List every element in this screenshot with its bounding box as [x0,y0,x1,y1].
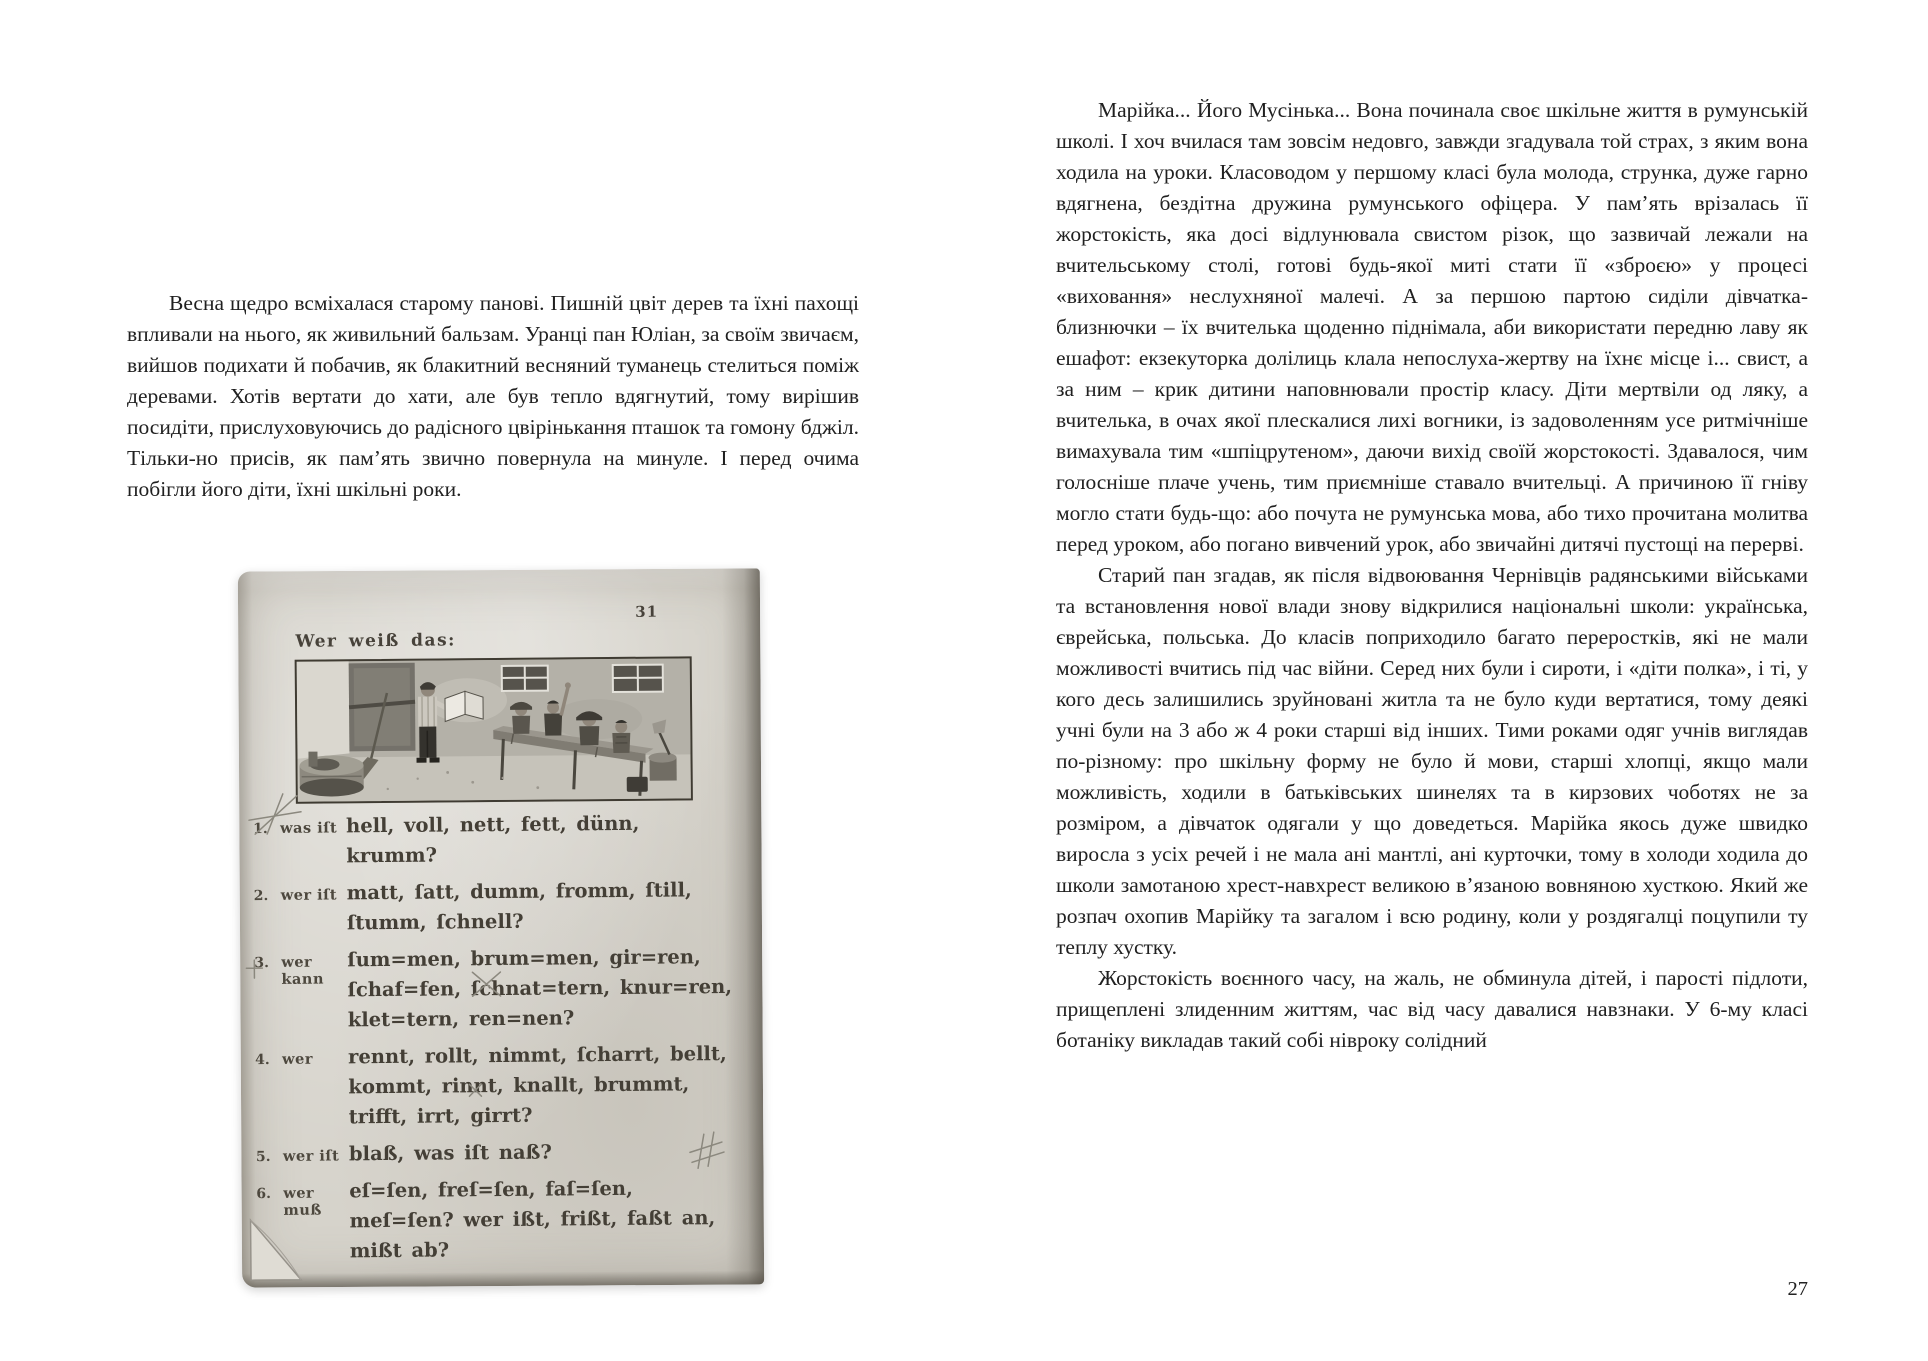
exercise-body: ſum=men, brum=men, gir=ren, ſchaf=fen, ſchnat=tern, knur=ren, klet=tern, ren=nen? [347,945,733,1032]
page-number: 27 [1787,1278,1808,1300]
textbook-scan-photo [238,568,764,1287]
exercise-lead: wer muß [283,1184,322,1219]
satchel [627,777,648,792]
exercise-item [255,1039,738,1133]
exercise-body: eſ=ſen, freſ=ſen, faſ=ſen, meſ=ſen? wer ißt, frißt, faßt an, mißt ab? [349,1176,716,1263]
scan-page [237,568,765,1289]
left-page-paragraph: Весна щедро всміхалася старому панові. Пишній цвіт дерев та їхні пахощі впливали на нього, як живильний бальзам. Уранці пан Юліан, за своїм звичаєм, вийшов подихати й побачив, як блакитний весняний туманець стелиться поміж деревами. Хотів вертати до хати, але був тепло вдягнутий, тому вирішив посидіти, прислуховуючись до радісного цвірінькання пташок та гомону бджіл. Тільки-но присів, як пам’ять звично повернула на минуле. І перед очима побігли його діти, їхні шкільні роки. [127,291,859,501]
exercise-lead: wer kann [281,953,325,988]
exercise-number: 1. [253,821,268,838]
scan-header: Wer weiß das: [295,630,456,652]
exercise-number: 5. [255,1149,271,1166]
exercise-lead: was iſt [280,819,338,837]
exercise-lead: wer [282,1050,314,1068]
exercise-lead: wer iſt [282,1147,340,1165]
scan-exercise-list [253,808,739,1274]
exercise-item [253,808,736,872]
scan-page-number: 31 [635,602,659,621]
exercise-body: hell, voll, nett, fett, dünn, krumm? [346,811,640,868]
right-page-text [1056,95,1808,1056]
exercise-body: rennt, rollt, nimmt, ſcharrt, bellt, kommt, rinnt, knallt, brummt, trifft, irrt, girrt? [348,1042,727,1129]
exercise-number: 2. [253,888,269,905]
exercise-body: blaß, was iſt naß? [348,1140,552,1166]
body-paragraph: Жорстокість воєнного часу, на жаль, не обминула дітей, і парості підлоти, прищеплені злиденним життям, час від часу давалися навзнаки. У 6-му класі ботаніку викладав такий собі нівроку солідний [1056,966,1808,1052]
exercise-item [256,1136,738,1170]
exercise-number: 4. [255,1052,270,1069]
exercise-item [254,942,737,1036]
classroom-illustration [297,658,691,801]
left-page-text [127,288,859,505]
exercise-body: matt, ſatt, dumm, fromm, ſtill, ſtumm, ſchnell? [346,878,692,935]
exercise-lead: wer iſt [280,886,338,904]
body-paragraph: Марійка... Його Мусінька... Вона починала своє шкільне життя в румунській школі. І хоч вчилася там зовсім недовго, завжди згадувала той страх, з яким вона ходила на уроки. Класоводом у першому класі була молода, струнка, дуже гарно вдягнена, бездітна дружина румунського офіцера. У пам’ять врізалась її жорстокість, яка досі відлунювала свистом різок, що зазвичай лежали на вчительському столі, готові будь-якої миті стати її «зброєю» у процесі «виховання» неслухняної малечі. А за першою партою сиділи дівчатка-близнючки – їх вчителька щоденно піднімала, аби використати передню лаву як ешафот: екзекуторка долілиць клала непослуха-жертву на їхнє місце і... свист, а за ним – крик дитини наповнювали простір класу. Діти мертвіли од ляку, а вчителька, в очах якої плескалися лихі вогники, із задоволенням усе ритмічніше вимахувала тим «шпіцрутеном», даючи вихід своїй жорстокості. Здавалося, чим голосніше плаче учень, тим приємніше ставало вчительці. А причиною її гніву могло стати будь-що: або почута не румунська мова, або тихо прочитана молитва перед уроком, або погано вивчений урок, або звичайні дитячі пустощі на перерві. [1056,98,1808,556]
exercise-item [256,1173,739,1267]
body-paragraph: Старий пан згадав, як після відвоювання Чернівців радянськими військами та встановлення нової влади знову відкрилися національні школи: українська, єврейська, польська. До класів поприходило багато переростків, які не мали можливості вчитись під час війни. Серед них були і сироти, і «діти полка», і ті, у кого десь залишились зруйновані житла та не було куди вертатися, тому деякі учні були на 3 або ж 4 роки старші від інших. Тими роками одяг учнів виглядав по-різному: про шкільну форму не було й мови, старші хлопці, якщо мали можливість, ходили в батьківських шинелях та в кирзових чоботях не за розміром, а дівчаток одягали у що доведеться. Марійка якось дуже швидко виросла з усіх речей і не мала ані мантлі, ані курточки, тому в холоди ходила до школи замотаною хрест-навхрест великою в’язаною вовняною хусткою. Який же розпач охопив Марійку та загалом і всю родину, коли у роздягалці поцупили ту теплу хустку. [1056,563,1808,959]
exercise-number: 3. [254,955,269,972]
exercise-item [254,875,737,939]
exercise-number: 6. [256,1186,272,1203]
scan-illustration-frame [295,656,693,803]
